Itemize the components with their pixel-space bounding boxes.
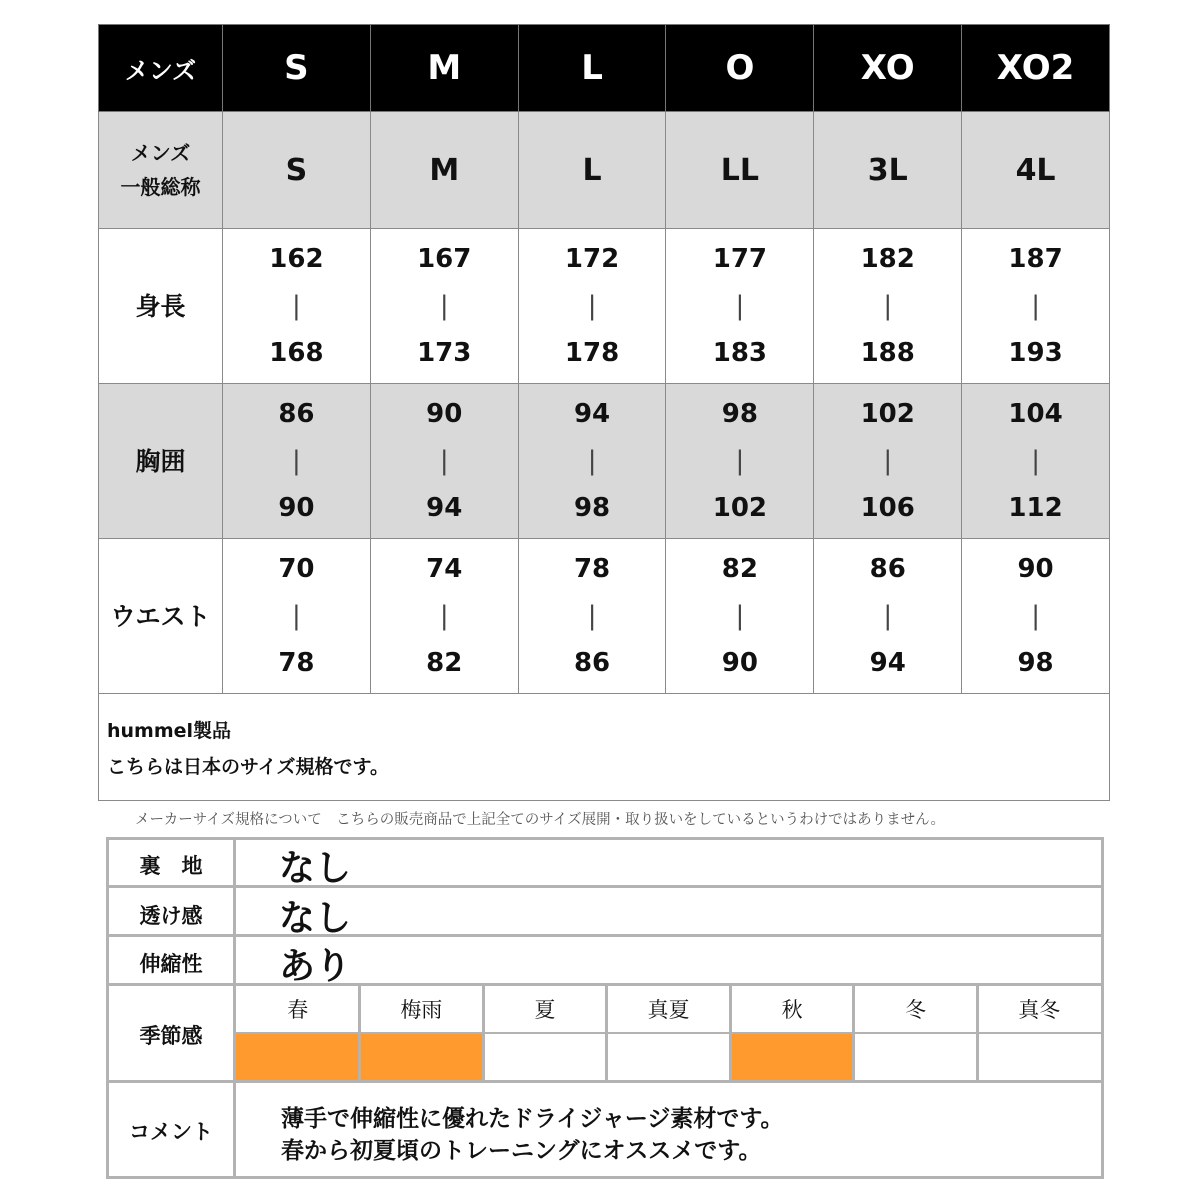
range-cell xyxy=(518,539,666,694)
range-separator: | xyxy=(439,600,449,631)
divider xyxy=(852,985,855,1081)
range-max: 173 xyxy=(417,337,472,368)
header-label: メンズ xyxy=(99,25,223,112)
disclaimer-text: メーカーサイズ規格について こちらの販売商品で上記全てのサイズ展開・取り扱いをしているというわけではありません。 xyxy=(135,812,945,828)
range-min: 98 xyxy=(721,398,758,429)
size-code: XO xyxy=(814,25,962,112)
comment-label: コメント xyxy=(129,1120,213,1144)
season-cell-active xyxy=(730,1034,854,1080)
range-max: 188 xyxy=(860,337,915,368)
comment-line: 春から初夏頃のトレーニングにオススメです。 xyxy=(281,1138,762,1164)
season-label: 季節感 xyxy=(139,1024,203,1048)
general-label-line2: 一般総称 xyxy=(120,175,201,199)
range-max: 86 xyxy=(573,647,611,678)
range-min: 94 xyxy=(573,398,611,429)
divider xyxy=(109,934,1101,937)
range-cell xyxy=(666,539,814,694)
range-min: 172 xyxy=(564,243,620,274)
measure-label: ウエスト xyxy=(99,539,223,694)
range-max: 106 xyxy=(860,492,915,523)
general-size: S xyxy=(223,112,371,229)
range-min: 78 xyxy=(573,553,611,584)
divider xyxy=(605,985,608,1081)
season-name: 夏 xyxy=(534,998,556,1022)
range-separator: | xyxy=(292,290,301,321)
size-code: O xyxy=(666,25,814,112)
range-separator: | xyxy=(1031,600,1040,631)
divider xyxy=(976,985,979,1081)
range-cell xyxy=(962,384,1110,539)
size-code: S xyxy=(223,25,371,112)
range-cell xyxy=(814,539,962,694)
range-max: 78 xyxy=(278,647,315,678)
range-min: 86 xyxy=(278,398,315,429)
season-cell xyxy=(483,1034,607,1080)
range-min: 86 xyxy=(869,553,906,584)
general-size: M xyxy=(370,112,518,229)
measure-row-waist xyxy=(99,539,1110,694)
range-min: 90 xyxy=(426,398,463,429)
range-max: 98 xyxy=(573,492,611,523)
range-cell xyxy=(666,229,814,384)
general-size-row xyxy=(99,112,1110,229)
season-name: 秋 xyxy=(781,998,803,1022)
range-max: 178 xyxy=(564,337,620,368)
season-cell-active xyxy=(236,1034,360,1080)
range-max: 90 xyxy=(721,647,758,678)
range-min: 104 xyxy=(1008,398,1063,429)
range-separator: | xyxy=(735,445,745,476)
stretch-label: 伸縮性 xyxy=(139,952,203,976)
general-size: 3L xyxy=(814,112,962,229)
range-cell xyxy=(370,539,518,694)
range-min: 82 xyxy=(721,553,758,584)
range-min: 162 xyxy=(269,243,324,274)
range-separator: | xyxy=(1031,445,1040,476)
size-code: L xyxy=(518,25,666,112)
general-size: LL xyxy=(666,112,814,229)
size-header-row xyxy=(99,25,1110,112)
range-cell xyxy=(962,539,1110,694)
range-max: 112 xyxy=(1008,492,1063,523)
range-cell xyxy=(223,384,371,539)
measure-label: 身長 xyxy=(99,229,223,384)
season-cell xyxy=(607,1034,731,1080)
divider xyxy=(729,985,732,1081)
range-cell xyxy=(814,229,962,384)
range-max: 94 xyxy=(426,492,463,523)
divider xyxy=(482,985,485,1081)
range-separator: | xyxy=(883,290,893,321)
range-min: 74 xyxy=(426,553,463,584)
range-max: 193 xyxy=(1008,337,1063,368)
range-cell xyxy=(370,229,518,384)
divider xyxy=(109,885,1101,888)
range-min: 70 xyxy=(278,553,315,584)
comment-line: 薄手で伸縮性に優れたドライジャージ素材です。 xyxy=(281,1106,784,1132)
range-max: 82 xyxy=(426,647,463,678)
range-cell xyxy=(223,539,371,694)
stretch-value: あり xyxy=(279,946,352,987)
range-cell xyxy=(666,384,814,539)
notes-box xyxy=(98,694,1110,801)
range-cell xyxy=(518,229,666,384)
range-min: 177 xyxy=(712,243,768,274)
range-separator: | xyxy=(292,600,301,631)
range-min: 102 xyxy=(860,398,915,429)
range-max: 90 xyxy=(278,492,315,523)
range-separator: | xyxy=(439,290,449,321)
range-separator: | xyxy=(587,600,597,631)
sheer-label: 透け感 xyxy=(139,904,203,928)
range-cell xyxy=(962,229,1110,384)
size-code: XO2 xyxy=(962,25,1110,112)
range-separator: | xyxy=(735,290,745,321)
lining-value: なし xyxy=(279,848,352,889)
measure-row-height xyxy=(99,229,1110,384)
general-size: 4L xyxy=(962,112,1110,229)
general-size: L xyxy=(518,112,666,229)
brand-note: hummel製品 xyxy=(107,720,232,742)
range-separator: | xyxy=(292,445,301,476)
range-separator: | xyxy=(883,445,893,476)
measure-label: 胸囲 xyxy=(99,384,223,539)
range-max: 102 xyxy=(712,492,768,523)
size-standard-note: こちらは日本のサイズ規格です。 xyxy=(107,756,389,778)
range-cell xyxy=(370,384,518,539)
lining-label: 裏 地 xyxy=(139,854,203,878)
season-name: 梅雨 xyxy=(400,998,443,1022)
range-separator: | xyxy=(1031,290,1040,321)
general-label-line1: メンズ xyxy=(130,141,191,165)
range-max: 94 xyxy=(869,647,906,678)
season-cell xyxy=(854,1034,978,1080)
range-separator: | xyxy=(735,600,745,631)
range-separator: | xyxy=(883,600,893,631)
season-cell xyxy=(977,1034,1101,1080)
season-name: 真冬 xyxy=(1018,998,1061,1022)
season-name: 春 xyxy=(287,998,309,1022)
spec-table xyxy=(106,837,1104,1179)
range-cell xyxy=(223,229,371,384)
sheer-value: なし xyxy=(279,898,352,939)
range-min: 167 xyxy=(417,243,472,274)
measure-row-chest xyxy=(99,384,1110,539)
range-min: 182 xyxy=(860,243,915,274)
divider xyxy=(358,985,361,1081)
range-separator: | xyxy=(587,445,597,476)
season-name: 真夏 xyxy=(647,998,690,1022)
range-min: 90 xyxy=(1017,553,1054,584)
range-cell xyxy=(814,384,962,539)
range-max: 183 xyxy=(712,337,768,368)
general-label xyxy=(99,112,223,229)
range-cell xyxy=(518,384,666,539)
season-cell-active xyxy=(360,1034,484,1080)
size-table xyxy=(98,24,1110,694)
range-separator: | xyxy=(587,290,597,321)
range-separator: | xyxy=(439,445,449,476)
range-max: 98 xyxy=(1017,647,1054,678)
size-code: M xyxy=(370,25,518,112)
range-min: 187 xyxy=(1008,243,1063,274)
season-name: 冬 xyxy=(905,998,927,1022)
range-max: 168 xyxy=(269,337,324,368)
